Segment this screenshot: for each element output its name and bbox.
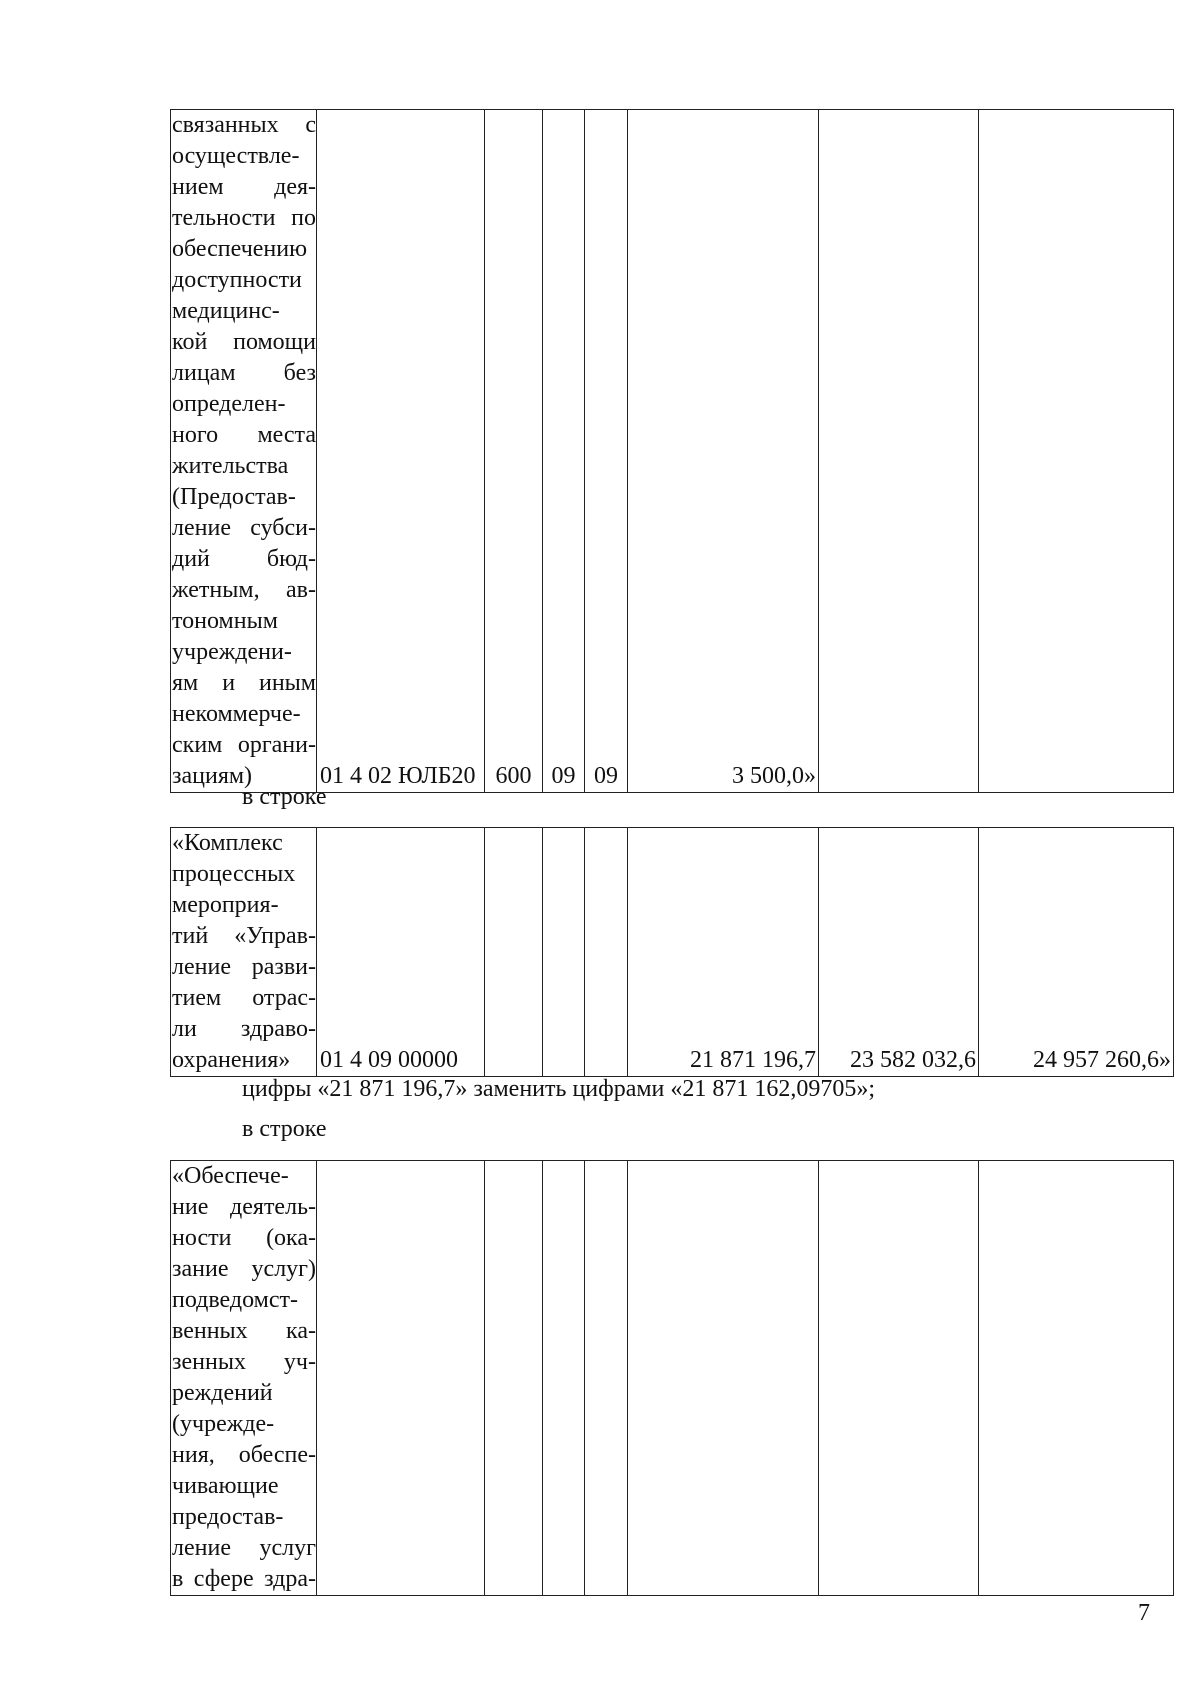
- name-line: тием отрас-: [172, 985, 316, 1011]
- sum-year1-cell: 21 871 196,7: [628, 828, 819, 1077]
- name-line: жительства: [172, 453, 289, 479]
- name-line: лицам без: [172, 360, 316, 386]
- name-line: чивающие: [172, 1473, 279, 1499]
- sum-year3-cell: [979, 1161, 1174, 1596]
- name-line: ния, обеспе-: [172, 1442, 316, 1468]
- name-line: ние деятель-: [172, 1194, 316, 1220]
- name-line: нием дея-: [172, 174, 316, 200]
- in-row-label: в строке: [242, 1116, 327, 1142]
- name-line: зенных уч-: [172, 1349, 316, 1375]
- name-line: охранения»: [172, 1047, 291, 1073]
- name-line: тельности по: [172, 205, 316, 231]
- rz-cell: [543, 1161, 585, 1596]
- name-line: (учрежде-: [172, 1411, 275, 1437]
- rz-cell: [543, 828, 585, 1077]
- name-line: ли здраво-: [172, 1016, 316, 1042]
- name-line: кой помощи: [172, 329, 316, 355]
- name-line: жетным, ав-: [172, 577, 316, 603]
- name-line: учреждени-: [172, 639, 292, 665]
- name-line: ям и иным: [172, 670, 316, 696]
- sum-year2-cell: [819, 110, 979, 793]
- name-line: подведомст-: [172, 1287, 298, 1313]
- name-line: реждений: [172, 1380, 273, 1406]
- page-number: 7: [1138, 1600, 1150, 1626]
- name-line: ление субси-: [172, 515, 316, 541]
- code-cell: [317, 1161, 485, 1596]
- name-line: некоммерче-: [172, 701, 301, 727]
- name-line: процессных: [172, 861, 296, 887]
- row-name-cell: [171, 1161, 317, 1596]
- name-line: ление разви-: [172, 954, 316, 980]
- sum-year3-cell: [979, 110, 1174, 793]
- sum-year2-cell: 23 582 032,6: [819, 828, 979, 1077]
- name-line: тономным: [172, 608, 278, 634]
- name-line: дий бюд-: [172, 546, 316, 572]
- name-line: в сфере здра-: [172, 1566, 316, 1592]
- replace-figures-note: цифры «21 871 196,7» заменить цифрами «21 871 162,09705»;: [242, 1076, 876, 1102]
- name-line: тий «Управ-: [172, 923, 316, 949]
- budget-table-3: [170, 1160, 1174, 1596]
- name-line: ности (ока-: [172, 1225, 316, 1251]
- pr-cell: 09: [585, 110, 628, 793]
- pr-cell: [585, 828, 628, 1077]
- pr-cell: [585, 1161, 628, 1596]
- name-line: определен-: [172, 391, 286, 417]
- code-cell: 01 4 09 00000: [317, 828, 485, 1077]
- name-line: венных ка-: [172, 1318, 316, 1344]
- name-line: «Обеспече-: [172, 1163, 289, 1189]
- name-line: (Предостав-: [172, 484, 296, 510]
- vr-cell: 600: [485, 110, 543, 793]
- sum-year3-cell: 24 957 260,6»: [979, 828, 1174, 1077]
- budget-table-2: [170, 827, 1174, 1077]
- name-line: ного места: [172, 422, 316, 448]
- vr-cell: [485, 828, 543, 1077]
- name-line: связанных с: [172, 112, 316, 138]
- budget-table-1: [170, 109, 1174, 793]
- vr-cell: [485, 1161, 543, 1596]
- sum-year1-cell: [628, 1161, 819, 1596]
- sum-year2-cell: [819, 1161, 979, 1596]
- name-line: ление услуг: [172, 1535, 316, 1561]
- name-line: обеспечению: [172, 236, 308, 262]
- name-line: зациям): [172, 763, 253, 789]
- name-line: мероприя-: [172, 892, 279, 918]
- name-line: зание услуг): [172, 1256, 316, 1282]
- name-line: «Комплекс: [172, 830, 283, 856]
- row-name-cell: [171, 828, 317, 1077]
- name-line: медицинс-: [172, 298, 280, 324]
- name-line: ским органи-: [172, 732, 316, 758]
- code-cell: 01 4 02 ЮЛБ20: [317, 110, 485, 793]
- name-line: осуществле-: [172, 143, 300, 169]
- row-name-cell: [171, 110, 317, 793]
- in-row-label: в строке: [242, 784, 327, 810]
- sum-year1-cell: 3 500,0»: [628, 110, 819, 793]
- rz-cell: 09: [543, 110, 585, 793]
- name-line: доступности: [172, 267, 302, 293]
- name-line: предостав-: [172, 1504, 284, 1530]
